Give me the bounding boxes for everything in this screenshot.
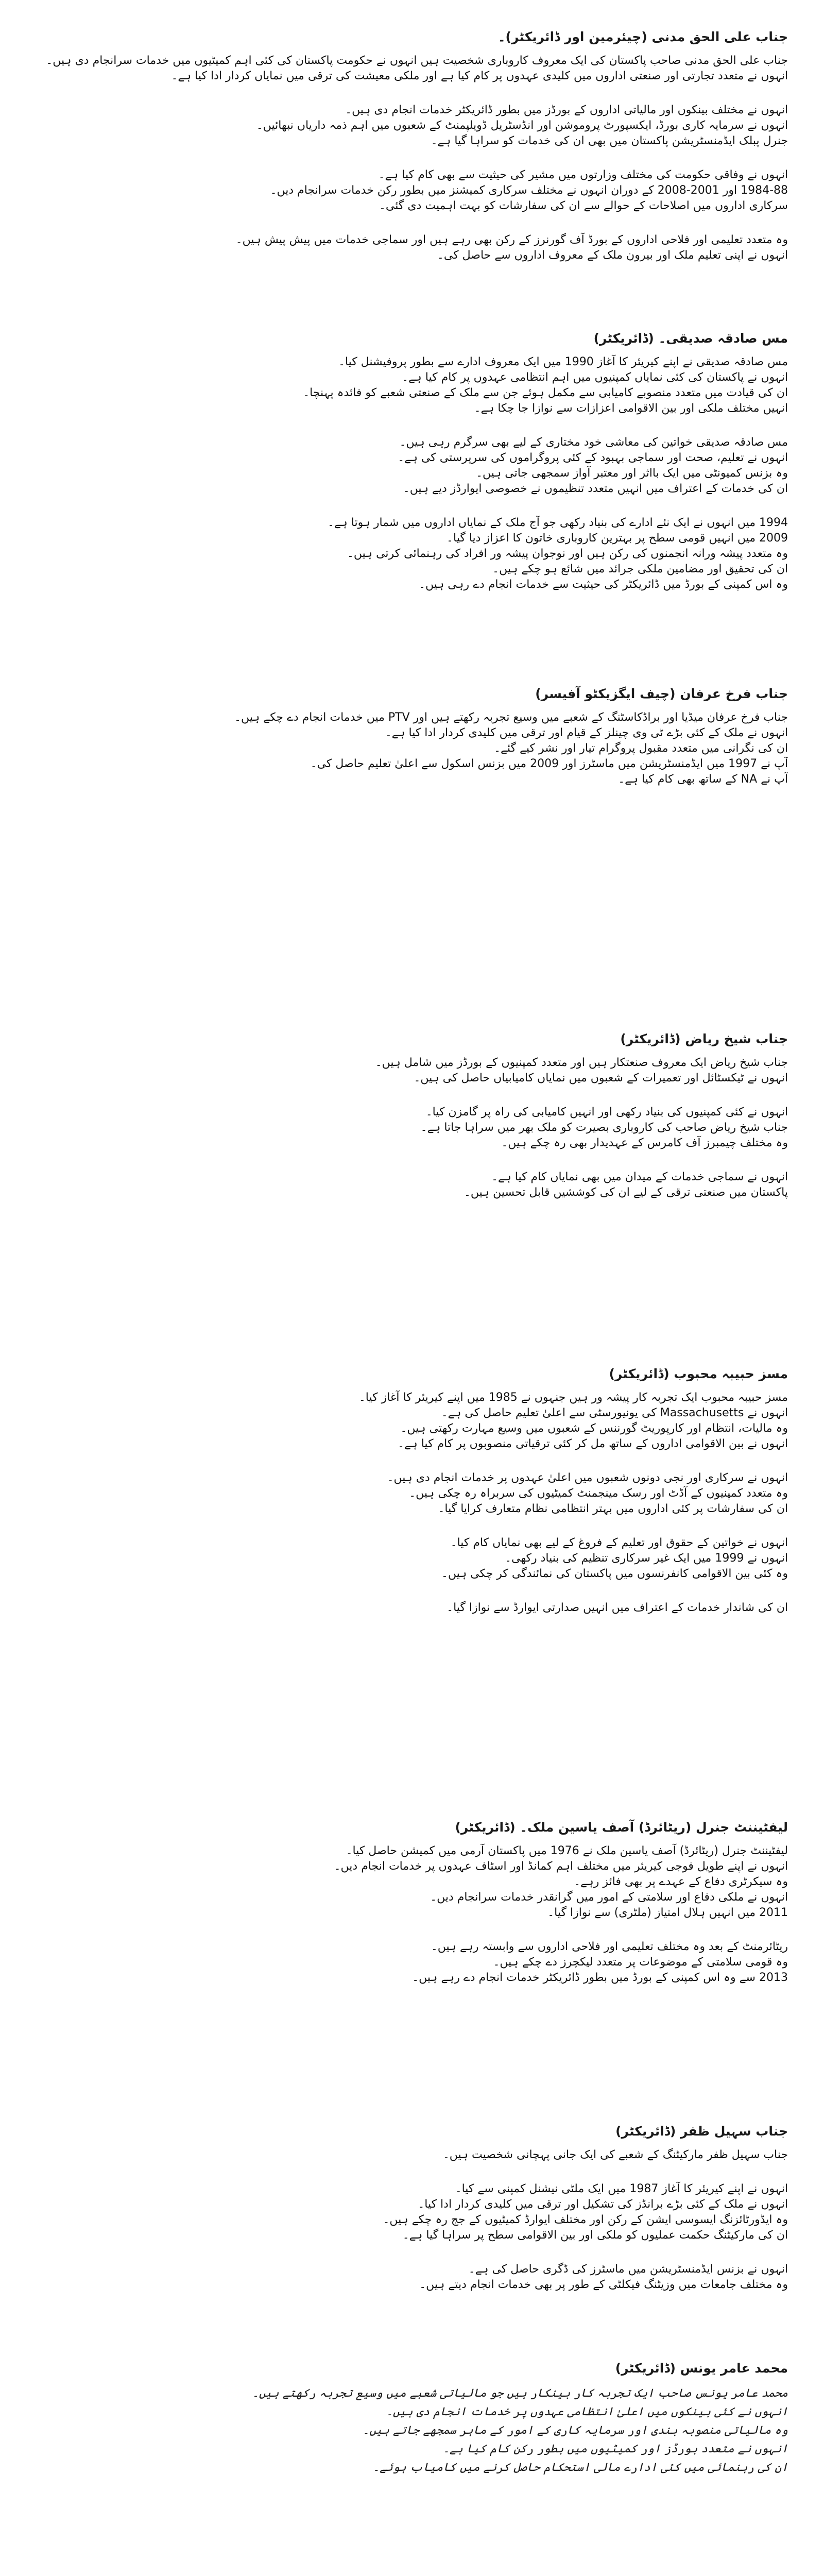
text-line: جناب شیخ ریاض ایک معروف صنعتکار ہیں اور متعدد کمپنیوں کے بورڈز میں شامل ہیں۔ (375, 1056, 788, 1069)
text-line: وہ متعدد تعلیمی اور فلاحی اداروں کے بورڈ آف گورنرز کے رکن بھی رہے ہیں اور سماجی خدمات میں پیش پیش ہیں۔ (235, 233, 788, 246)
paragraph (36, 1390, 788, 1452)
text-line: انہیں مختلف ملکی اور بین الاقوامی اعزازات سے نوازا جا چکا ہے۔ (474, 402, 788, 415)
text-line: انہوں نے پاکستان کی کئی نمایاں کمپنیوں میں اہم انتظامی عہدوں پر کام کیا ہے۔ (402, 371, 788, 384)
text-line: مس صادقہ صدیقی خواتین کی معاشی خود مختاری کے لیے بھی سرگرم رہی ہیں۔ (399, 436, 788, 449)
text-line: انہوں نے 1999 میں ایک غیر سرکاری تنظیم کی بنیاد رکھی۔ (505, 1552, 788, 1565)
text-line: لیفٹیننٹ جنرل (ریٹائرڈ) آصف یاسین ملک نے 1976 میں پاکستان آرمی میں کمیشن حاصل کیا۔ (346, 1844, 788, 1857)
text-line: انہوں نے خواتین کے حقوق اور تعلیم کے فروغ کے لیے بھی نمایاں کام کیا۔ (450, 1536, 788, 1549)
text-line: ان کی رہنمائی میں کئی ادارے مالی استحکام حاصل کرنے میں کامیاب ہوئے۔ (373, 2461, 788, 2474)
text-line: 2013 سے وہ اس کمپنی کے بورڈ میں بطور ڈائریکٹر خدمات انجام دے رہے ہیں۔ (412, 1971, 788, 1984)
section-heading: جناب سہیل ظفر (ڈائریکٹر) (615, 2124, 788, 2139)
text-line: وہ سیکرٹری دفاع کے عہدے پر بھی فائز رہے۔ (574, 1875, 788, 1888)
text-line: ان کی سفارشات پر کئی اداروں میں بہتر انتظامی نظام متعارف کرایا گیا۔ (438, 1502, 788, 1515)
paragraph (36, 103, 788, 149)
text-line: انہوں نے اپنے کیریئر کا آغاز 1987 میں ایک ملٹی نیشنل کمپنی سے کیا۔ (455, 2182, 788, 2195)
text-line: انہوں نے تعلیم، صحت اور سماجی بہبود کے کئی پروگراموں کی سرپرستی کی ہے۔ (398, 451, 788, 464)
text-line: 2011 میں انہیں ہلال امتیاز (ملٹری) سے نوازا گیا۔ (547, 1906, 788, 1919)
text-line: وہ ایڈورٹائزنگ ایسوسی ایشن کے رکن اور مختلف ایوارڈ کمیٹیوں کے جج رہ چکے ہیں۔ (383, 2213, 788, 2226)
text-line: 2009 میں انہیں قومی سطح پر بہترین کاروباری خاتون کا اعزاز دیا گیا۔ (447, 532, 788, 545)
text-line: انہوں نے کئی کمپنیوں کی بنیاد رکھی اور انہیں کامیابی کی راہ پر گامزن کیا۔ (425, 1106, 788, 1118)
text-line: وہ متعدد کمپنیوں کے آڈٹ اور رسک مینجمنٹ کمیٹیوں کی سربراہ رہ چکی ہیں۔ (409, 1487, 788, 1500)
paragraph (36, 232, 788, 263)
text-line: انہوں نے سرمایہ کاری بورڈ، ایکسپورٹ پروموشن اور انڈسٹریل ڈویلپمنٹ کے شعبوں میں اہم ذمہ داریاں نبھائیں۔ (256, 119, 788, 132)
text-line: ان کی شاندار خدمات کے اعتراف میں انہیں صدارتی ایوارڈ سے نوازا گیا۔ (447, 1601, 788, 1614)
paragraph (36, 1470, 788, 1517)
text-line: وہ اس کمپنی کے بورڈ میں ڈائریکٹر کی حیثیت سے خدمات انجام دے رہی ہیں۔ (419, 578, 788, 591)
paragraph (36, 1600, 788, 1616)
text-line: جناب علی الحق مدنی صاحب پاکستان کی ایک معروف کاروباری شخصیت ہیں انہوں نے حکومت پاکستان کی کئی اہم کمیٹیوں میں خدمات سرانجام دی ہیں۔ (46, 54, 788, 67)
text-line: مسز حبیبہ محبوب ایک تجربہ کار پیشہ ور ہیں جنہوں نے 1985 میں اپنے کیریئر کا آغاز کیا۔ (358, 1391, 788, 1404)
text-line: وہ مالیاتی منصوبہ بندی اور سرمایہ کاری کے امور کے ماہر سمجھے جاتے ہیں۔ (363, 2424, 788, 2437)
text-line: سرکاری اداروں میں اصلاحات کے حوالے سے ان کی سفارشات کو بہت اہمیت دی گئی۔ (379, 199, 788, 212)
text-line: انہوں نے متعدد تجارتی اور صنعتی اداروں میں کلیدی عہدوں پر کام کیا ہے اور ملکی معیشت کی ترقی میں نمایاں کردار ادا کیا ہے۔ (171, 70, 788, 82)
text-line: انہوں نے ملک کے کئی بڑے ٹی وی چینلز کے قیام اور ترقی میں کلیدی کردار ادا کیا ہے۔ (385, 726, 788, 739)
text-line: انہوں نے کئی بینکوں میں اعلیٰ انتظامی عہدوں پر خدمات انجام دی ہیں۔ (386, 2405, 788, 2418)
text-line: انہوں نے وفاقی حکومت کی مختلف وزارتوں میں مشیر کی حیثیت سے بھی کام کیا ہے۔ (378, 168, 788, 181)
text-line: وہ مختلف جامعات میں وزیٹنگ فیکلٹی کے طور پر بھی خدمات انجام دیتے ہیں۔ (419, 2278, 788, 2291)
text-line: پاکستان میں صنعتی ترقی کے لیے ان کی کوششیں قابل تحسین ہیں۔ (464, 1186, 788, 1199)
text-line: 1994 میں انہوں نے ایک نئے ادارے کی بنیاد رکھی جو آج ملک کے نمایاں اداروں میں شمار ہوتا ہے۔ (328, 516, 788, 529)
text-line: انہوں نے Massachusetts کی یونیورسٹی سے اعلیٰ تعلیم حاصل کی ہے۔ (441, 1406, 788, 1419)
text-line: ریٹائرمنٹ کے بعد وہ مختلف تعلیمی اور فلاحی اداروں سے وابستہ رہے ہیں۔ (431, 1940, 788, 1953)
paragraph (36, 1535, 788, 1582)
text-line: جناب سہیل ظفر مارکیٹنگ کے شعبے کی ایک جانی پہچانی شخصیت ہیں۔ (442, 2148, 788, 2161)
section-heading: لیفٹیننٹ جنرل (ریٹائرڈ) آصف یاسین ملک۔ (ڈائریکٹر) (455, 1820, 788, 1835)
section-heading: مس صادقہ صدیقی۔ (ڈائریکٹر) (593, 331, 788, 346)
section-heading: جناب فرخ عرفان (چیف ایگزیکٹو آفیسر) (535, 686, 788, 701)
text-line: مس صادقہ صدیقی نے اپنے کیریئر کا آغاز 1990 میں ایک معروف ادارے سے بطور پروفیشنل کیا۔ (338, 355, 788, 368)
paragraph (36, 515, 788, 592)
text-line: جناب فرخ عرفان میڈیا اور براڈکاسٹنگ کے شعبے میں وسیع تجربہ رکھتے ہیں اور PTV میں خدمات انجام دے چکے ہیں۔ (234, 711, 788, 724)
paragraph (36, 53, 788, 84)
paragraph (36, 167, 788, 214)
section-heading: جناب شیخ ریاض (ڈائریکٹر) (620, 1031, 788, 1046)
text-line: وہ مالیات، انتظام اور کارپوریٹ گورننس کے شعبوں میں وسیع مہارت رکھتی ہیں۔ (400, 1422, 788, 1435)
text-line: وہ قومی سلامتی کے موضوعات پر متعدد لیکچرز دے چکے ہیں۔ (493, 1956, 788, 1969)
paragraph (36, 1939, 788, 1986)
paragraph (36, 1843, 788, 1921)
text-line: انہوں نے ٹیکسٹائل اور تعمیرات کے شعبوں میں نمایاں کامیابیاں حاصل کی ہیں۔ (414, 1072, 788, 1084)
text-line: انہوں نے ملک کے کئی بڑے برانڈز کی تشکیل اور ترقی میں کلیدی کردار ادا کیا۔ (418, 2198, 788, 2211)
paragraph (36, 2384, 788, 2477)
text-line: انہوں نے سرکاری اور نجی دونوں شعبوں میں اعلیٰ عہدوں پر خدمات انجام دی ہیں۔ (387, 1471, 788, 1484)
text-line: انہوں نے متعدد بورڈز اور کمیٹیوں میں بطور رکن کام کیا ہے۔ (443, 2443, 788, 2455)
text-line: جنرل پبلک ایڈمنسٹریشن پاکستان میں بھی ان کی خدمات کو سراہا گیا ہے۔ (431, 134, 788, 147)
text-line: ان کی خدمات کے اعتراف میں انہیں متعدد تنظیموں نے خصوصی ایوارڈز دیے ہیں۔ (403, 482, 788, 495)
text-line: وہ بزنس کمیونٹی میں ایک بااثر اور معتبر آواز سمجھی جاتی ہیں۔ (476, 467, 788, 480)
text-line: 1984-88 اور 2001-2008 کے دوران انہوں نے مختلف سرکاری کمیشنز میں بطور رکن خدمات سرانجام دیں۔ (270, 184, 788, 197)
text-line: آپ نے 1997 میں ایڈمنسٹریشن میں ماسٹرز اور 2009 میں بزنس اسکول سے اعلیٰ تعلیم حاصل کی۔ (310, 757, 788, 770)
text-line: وہ مختلف چیمبرز آف کامرس کے عہدیدار بھی رہ چکے ہیں۔ (501, 1137, 788, 1149)
paragraph (36, 1170, 788, 1200)
text-line: محمد عامر یونس صاحب ایک تجربہ کار بینکار ہیں جو مالیاتی شعبے میں وسیع تجربہ رکھتے ہیں۔ (252, 2387, 788, 2400)
text-line: ان کی تحقیق اور مضامین ملکی جرائد میں شائع ہو چکے ہیں۔ (492, 563, 788, 575)
section-heading: جناب علی الحق مدنی (چیئرمین اور ڈائریکٹر)۔ (497, 29, 788, 44)
section-heading: مسز حبیبہ محبوب (ڈائریکٹر) (609, 1366, 788, 1381)
paragraph (36, 354, 788, 416)
section-heading: محمد عامر یونس (ڈائریکٹر) (615, 2361, 788, 2376)
text-line: ان کی مارکیٹنگ حکمت عملیوں کو ملکی اور بین الاقوامی سطح پر سراہا گیا ہے۔ (402, 2229, 788, 2242)
paragraph (36, 1055, 788, 1086)
text-line: وہ متعدد پیشہ ورانہ انجمنوں کی رکن ہیں اور نوجوان پیشہ ور افراد کی رہنمائی کرتی ہیں۔ (347, 547, 788, 560)
paragraph (36, 1105, 788, 1151)
paragraph (36, 2262, 788, 2293)
text-line: جناب شیخ ریاض صاحب کی کاروباری بصیرت کو ملک بھر میں سراہا جاتا ہے۔ (420, 1121, 788, 1134)
paragraph (36, 710, 788, 787)
text-line: انہوں نے بین الاقوامی اداروں کے ساتھ مل کر کئی ترقیاتی منصوبوں پر کام کیا ہے۔ (398, 1437, 788, 1450)
paragraph (36, 2181, 788, 2243)
text-line: انہوں نے مختلف بینکوں اور مالیاتی اداروں کے بورڈز میں بطور ڈائریکٹر خدمات انجام دی ہیں۔ (345, 104, 788, 116)
text-line: ان کی قیادت میں متعدد منصوبے کامیابی سے مکمل ہوئے جن سے ملک کے صنعتی شعبے کو فائدہ پہنچا۔ (303, 386, 788, 399)
paragraph (36, 2147, 788, 2163)
text-line: انہوں نے اپنی تعلیم ملک اور بیرون ملک کے معروف اداروں سے حاصل کی۔ (437, 249, 788, 262)
text-line: آپ نے NA کے ساتھ بھی کام کیا ہے۔ (618, 773, 788, 786)
text-line: ان کی نگرانی میں متعدد مقبول پروگرام تیار اور نشر کیے گئے۔ (494, 742, 788, 755)
paragraph (36, 435, 788, 497)
text-line: انہوں نے اپنے طویل فوجی کیریئر میں مختلف اہم کمانڈ اور اسٹاف عہدوں پر خدمات انجام دیں۔ (334, 1860, 788, 1873)
text-line: انہوں نے ملکی دفاع اور سلامتی کے امور میں گرانقدر خدمات سرانجام دیں۔ (430, 1891, 788, 1904)
text-line: وہ کئی بین الاقوامی کانفرنسوں میں پاکستان کی نمائندگی کر چکی ہیں۔ (441, 1567, 788, 1580)
text-line: انہوں نے سماجی خدمات کے میدان میں بھی نمایاں کام کیا ہے۔ (491, 1171, 788, 1183)
text-line: انہوں نے بزنس ایڈمنسٹریشن میں ماسٹرز کی ڈگری حاصل کی ہے۔ (468, 2263, 788, 2276)
